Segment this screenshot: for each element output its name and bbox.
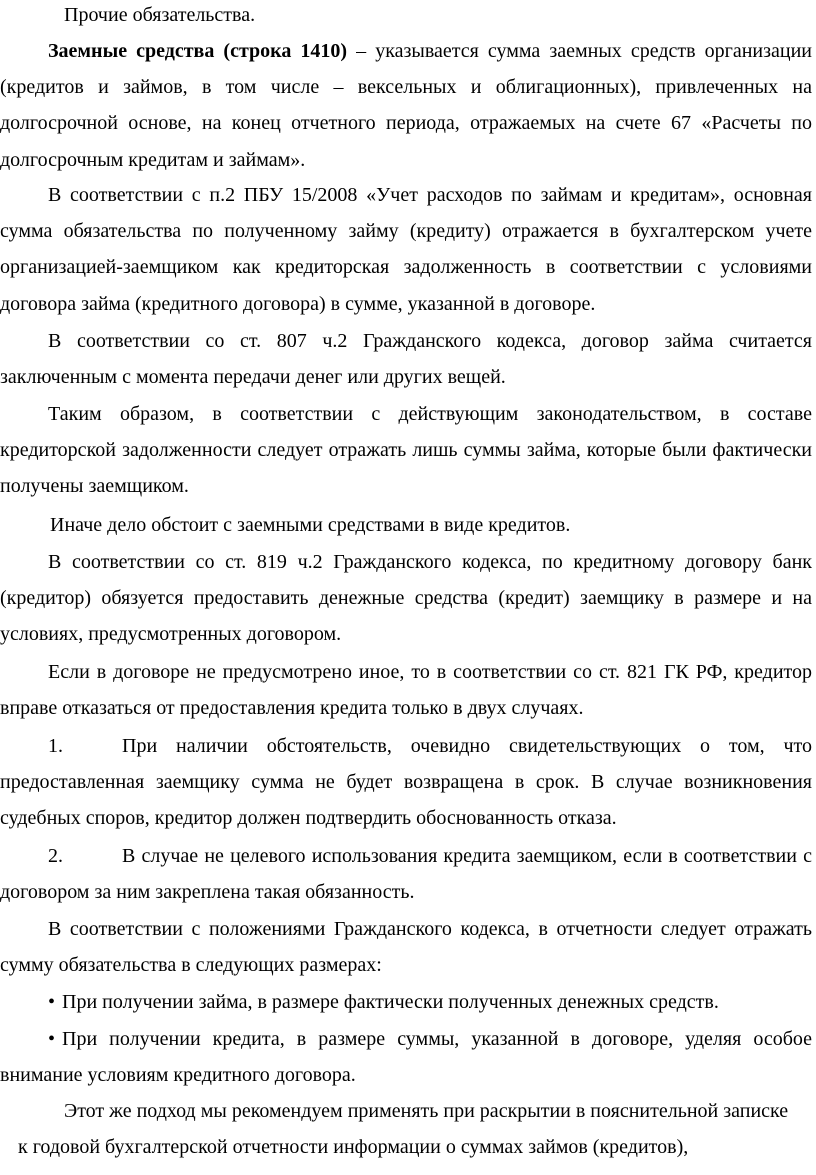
list-text: В случае не целевого использования кредита заемщиком, если в соответствии с договором за ним закреплена такая обязанность. (0, 845, 812, 904)
paragraph-borrowed-funds (0, 33, 812, 178)
paragraph-reporting: В соответствии с положениями Гражданского кодекса, в отчетности следует отражать сумму обязательства в следующих размерах: (0, 918, 812, 977)
paragraph-conclusion: Таким образом, в соответствии с действующим законодательством, в составе кредиторской задолженности следует отражать лишь суммы займа, которые были фактически получены заемщиком. (0, 403, 812, 498)
paragraph-bold-lead: Заемные средства (строка 1410) (48, 40, 348, 62)
bullet-text: При получении кредита, в размере суммы, указанной в договоре, уделяя особое внимание условиям кредитного договора. (0, 1028, 812, 1087)
bullet-text: При получении займа, в размере фактически полученных денежных средств. (62, 991, 719, 1013)
paragraph-credits: Иначе дело обстоит с заемными средствами в виде кредитов. (50, 514, 571, 536)
list-number: 2. (48, 845, 63, 867)
paragraph-art-821: Если в договоре не предусмотрено иное, то в соответствии со ст. 821 ГК РФ, кредитор вправе отказаться от предоставления кредита только в двух случаях. (0, 661, 812, 720)
bullet-item (0, 1021, 812, 1093)
list-item (0, 838, 812, 910)
paragraph-art-807: В соответствии со ст. 807 ч.2 Гражданского кодекса, договор займа считается заключенным с момента передачи денег или других вещей. (0, 330, 812, 389)
paragraph-art-819: В соответствии со ст. 819 ч.2 Гражданского кодекса, по кредитному договору банк (кредитор) обязуется предоставить денежные средства (кредит) заемщику в размере и на условиях, предусмотренных договором. (0, 551, 812, 646)
paragraph-recommendation: Этот же подход мы рекомендуем применять при раскрытии в пояснительной записке (64, 1100, 789, 1122)
bullet-mark: • (48, 1028, 56, 1050)
bullet-item (0, 984, 812, 1020)
list-text: При наличии обстоятельств, очевидно свидетельствующих о том, что предоставленная заемщику сумма не будет возвращена в срок. В случае возникновения судебных споров, кредитор должен подтвердить обоснованность отказа. (0, 735, 812, 830)
paragraph-text: – указывается сумма заемных средств организации (кредитов и займов, в том числе – вексельных и облигационных), привлеченных на долгосрочной основе, на конец отчетного периода, отражаемых на счете 67 «Расчеты по долгосрочным кредитам и займам». (0, 40, 813, 171)
bullet-mark: • (48, 991, 56, 1013)
list-number: 1. (48, 735, 63, 757)
paragraph-recommendation-cont: к годовой бухгалтерской отчетности информации о суммах займов (кредитов), (18, 1136, 689, 1158)
section-heading: Прочие обязательства. (64, 4, 256, 26)
paragraph-pbu: В соответствии с п.2 ПБУ 15/2008 «Учет расходов по займам и кредитам», основная сумма обязательства по полученному займу (кредиту) отражается в бухгалтерском учете организацией-заемщиком как кредиторская задолженность в соответствии с условиями договора займа (кредитного договора) в сумме, указанной в договоре. (0, 184, 812, 315)
list-item (0, 728, 812, 837)
